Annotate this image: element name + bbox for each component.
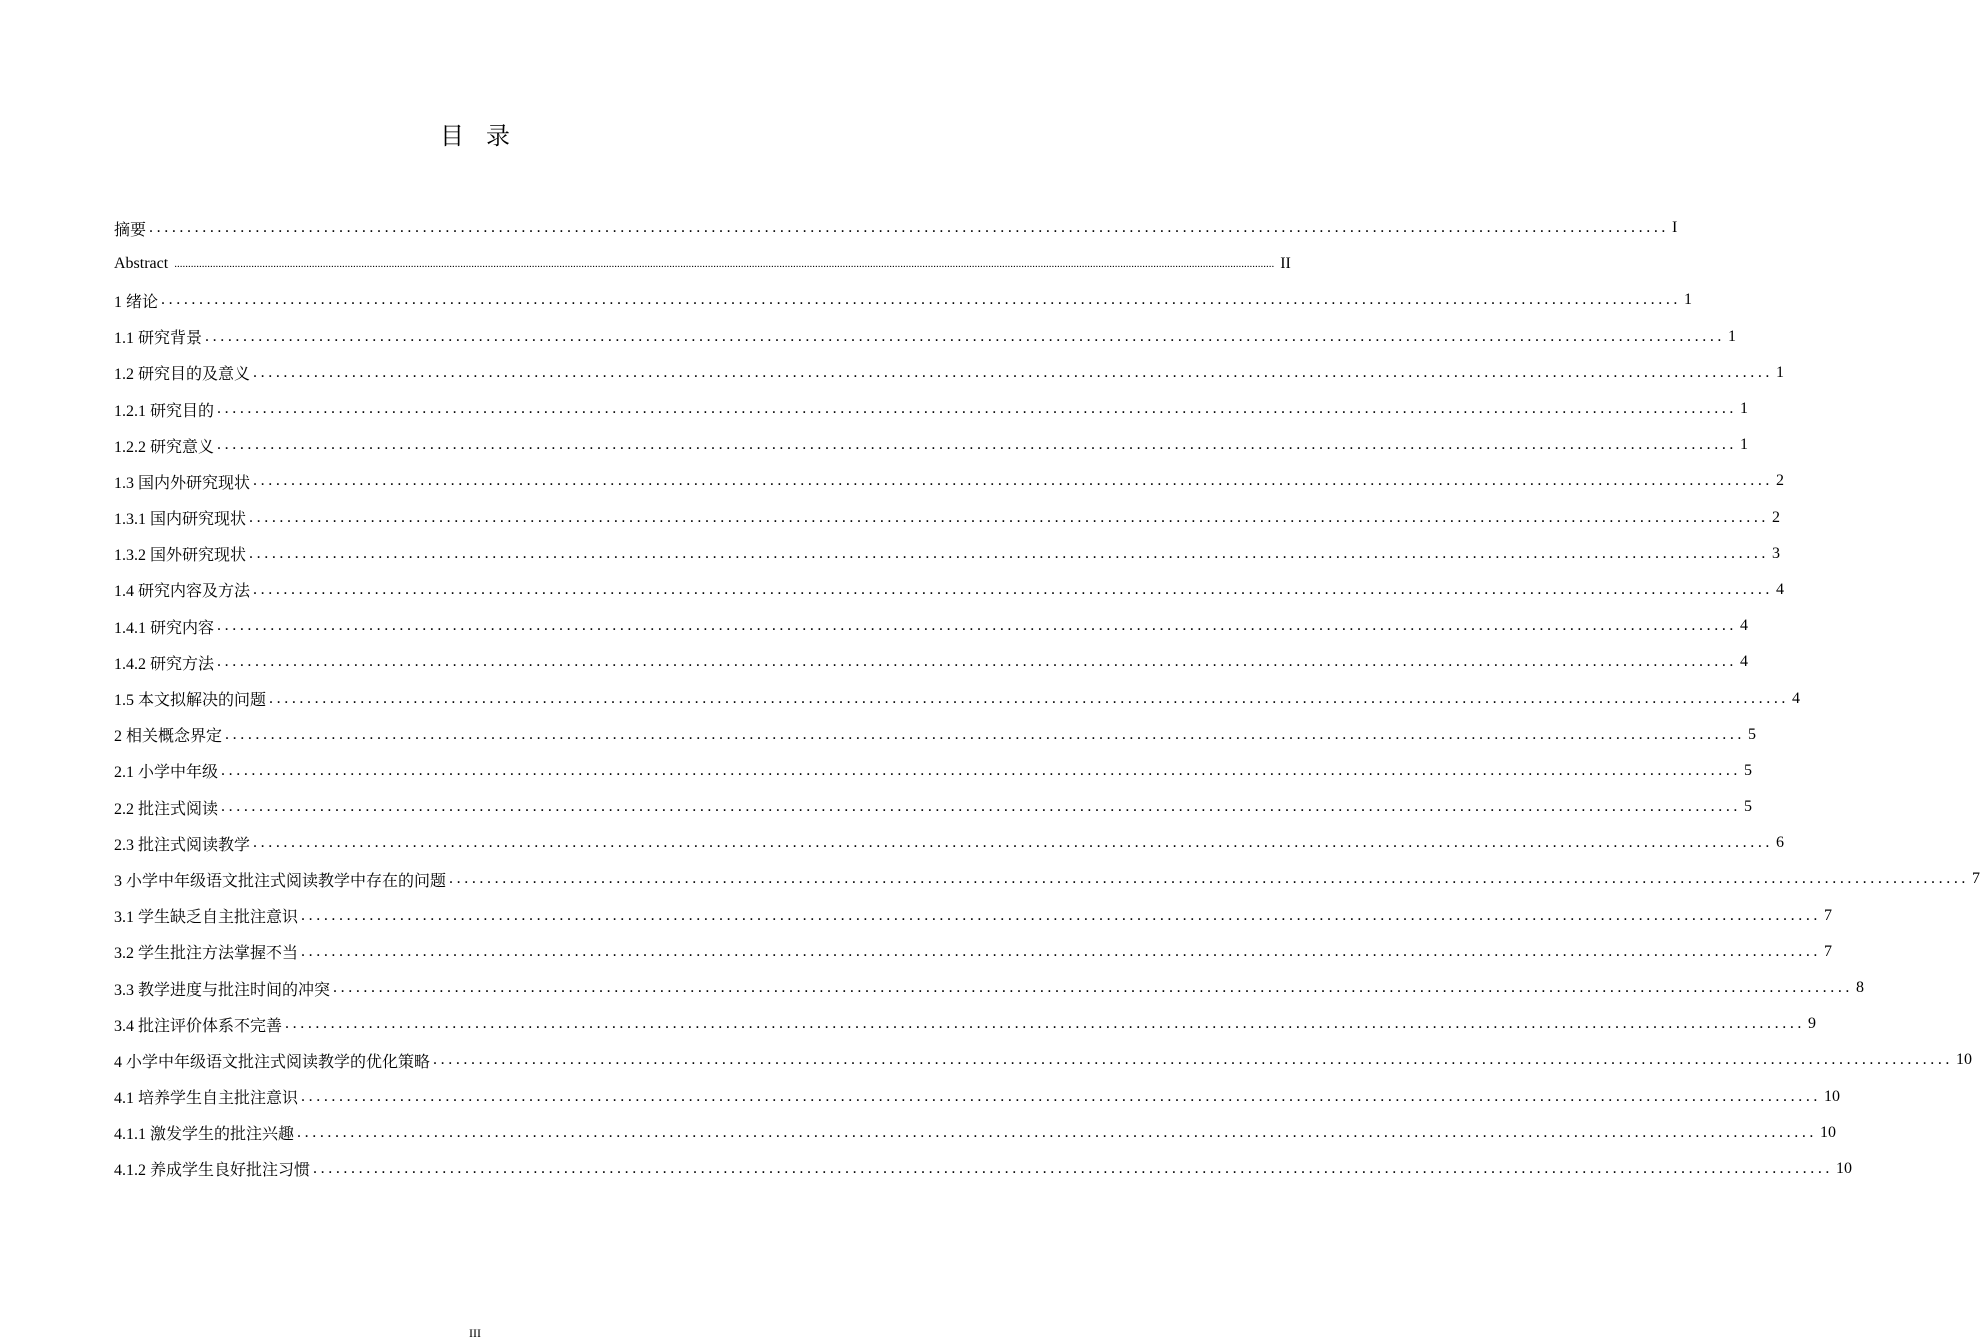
toc-entry[interactable]: [114, 500, 1781, 536]
toc-entry-page: 5: [1744, 798, 1753, 816]
toc-entry[interactable]: [114, 934, 1833, 970]
toc-dot-leader: ........................................................................................................................................................................................................: [301, 906, 1822, 924]
toc-entry-page: 6: [1776, 834, 1785, 852]
toc-dot-leader: ................................................................................................................................................................................................................................................................................................................................................................................................................: [174, 258, 1275, 271]
toc-entry-label: 1.4 研究内容及方法: [114, 583, 251, 601]
table-of-contents: [114, 210, 1980, 1187]
toc-entry[interactable]: [114, 1079, 1841, 1115]
toc-entry[interactable]: [114, 572, 1785, 608]
toc-dot-leader: ........................................................................................................................................................................................................: [217, 436, 1738, 454]
toc-dot-leader: ........................................................................................................................................................................................................: [249, 544, 1770, 562]
toc-entry-label: 4.1 培养学生自主批注意识: [114, 1090, 299, 1108]
toc-dot-leader: ........................................................................................................................................................................................................: [205, 327, 1726, 345]
toc-entry-label: 2.2 批注式阅读: [114, 800, 219, 818]
toc-dot-leader: ........................................................................................................................................................................................................: [333, 979, 1854, 997]
toc-entry-label: 2 相关概念界定: [114, 728, 223, 746]
toc-entry[interactable]: [114, 789, 1753, 825]
toc-entry[interactable]: [114, 644, 1749, 680]
toc-entry[interactable]: [114, 427, 1749, 463]
toc-entry[interactable]: [114, 463, 1785, 499]
toc-entry-label: 3.4 批注评价体系不完善: [114, 1017, 283, 1035]
toc-entry[interactable]: [114, 1042, 1973, 1078]
toc-entry-label: 1.4.1 研究内容: [114, 619, 215, 637]
toc-entry-page: 1: [1684, 291, 1693, 309]
toc-entry[interactable]: [114, 825, 1785, 861]
toc-entry[interactable]: [114, 355, 1785, 391]
toc-entry-page: I: [1672, 219, 1678, 237]
toc-entry-label: 1.3 国内外研究现状: [114, 474, 251, 492]
toc-entry[interactable]: [114, 536, 1781, 572]
toc-entry[interactable]: [114, 1006, 1817, 1042]
toc-entry-page: 8: [1856, 979, 1865, 997]
toc-entry-page: 4: [1776, 580, 1785, 598]
toc-entry[interactable]: [114, 970, 1865, 1006]
toc-entry-label: 3.2 学生批注方法掌握不当: [114, 945, 299, 963]
toc-entry-label: 1 绪论: [114, 293, 159, 311]
toc-entry-page: 4: [1740, 653, 1749, 671]
toc-entry-page: 1: [1740, 436, 1749, 454]
toc-entry-page: 4: [1740, 617, 1749, 635]
toc-entry[interactable]: [114, 861, 1980, 897]
toc-entry-page: 9: [1808, 1015, 1817, 1033]
page-number: III: [469, 1326, 481, 1340]
toc-entry-page: 10: [1836, 1159, 1853, 1177]
toc-entry-label: 1.2.2 研究意义: [114, 438, 215, 456]
toc-entry-label: 3 小学中年级语文批注式阅读教学中存在的问题: [114, 872, 447, 890]
toc-dot-leader: ........................................................................................................................................................................................................: [149, 219, 1670, 237]
toc-dot-leader: ........................................................................................................................................................................................................: [313, 1159, 1834, 1177]
toc-entry-label: 4.1.1 激发学生的批注兴趣: [114, 1126, 295, 1144]
toc-entry-page: 4: [1792, 689, 1801, 707]
toc-dot-leader: ........................................................................................................................................................................................................: [253, 580, 1774, 598]
toc-entry-page: 7: [1972, 870, 1980, 888]
toc-entry-page: 10: [1824, 1087, 1841, 1105]
toc-dot-leader: ........................................................................................................................................................................................................: [253, 834, 1774, 852]
toc-dot-leader: ........................................................................................................................................................................................................: [217, 400, 1738, 418]
toc-dot-leader: ........................................................................................................................................................................................................: [249, 508, 1770, 526]
toc-entry-label: 1.1 研究背景: [114, 330, 203, 348]
toc-entry-label: 1.5 本文拟解决的问题: [114, 692, 267, 710]
toc-entry[interactable]: [114, 1151, 1853, 1187]
toc-entry-page: 7: [1824, 906, 1833, 924]
toc-dot-leader: ........................................................................................................................................................................................................: [301, 1087, 1822, 1105]
toc-entry-label: 4 小学中年级语文批注式阅读教学的优化策略: [114, 1053, 431, 1071]
toc-entry-page: 1: [1728, 327, 1737, 345]
toc-dot-leader: ........................................................................................................................................................................................................: [253, 363, 1774, 381]
toc-entry-page: 1: [1740, 400, 1749, 418]
toc-entry-label: 3.3 教学进度与批注时间的冲突: [114, 981, 331, 999]
toc-entry-page: 5: [1744, 761, 1753, 779]
toc-entry-label: 摘要: [114, 221, 147, 239]
toc-dot-leader: ........................................................................................................................................................................................................: [301, 942, 1822, 960]
toc-entry-page: 5: [1748, 725, 1757, 743]
toc-entry[interactable]: [114, 246, 1291, 282]
toc-entry-label: 1.2 研究目的及意义: [114, 366, 251, 384]
toc-entry[interactable]: [114, 753, 1753, 789]
toc-dot-leader: ........................................................................................................................................................................................................: [269, 689, 1790, 707]
toc-entry-label: Abstract: [114, 255, 169, 273]
toc-entry[interactable]: [114, 680, 1801, 716]
toc-entry-page: 7: [1824, 942, 1833, 960]
toc-entry[interactable]: [114, 1115, 1837, 1151]
toc-entry-label: 3.1 学生缺乏自主批注意识: [114, 909, 299, 927]
toc-entry[interactable]: [114, 717, 1757, 753]
toc-entry-label: 2.1 小学中年级: [114, 764, 219, 782]
toc-entry[interactable]: [114, 210, 1678, 246]
toc-entry[interactable]: [114, 898, 1833, 934]
toc-entry-label: 4.1.2 养成学生良好批注习惯: [114, 1162, 311, 1180]
toc-dot-leader: ........................................................................................................................................................................................................: [449, 870, 1970, 888]
toc-entry-page: 1: [1776, 363, 1785, 381]
toc-entry-label: 2.3 批注式阅读教学: [114, 836, 251, 854]
toc-dot-leader: ........................................................................................................................................................................................................: [217, 653, 1738, 671]
toc-dot-leader: ........................................................................................................................................................................................................: [433, 1051, 1954, 1069]
toc-dot-leader: ........................................................................................................................................................................................................: [285, 1015, 1806, 1033]
toc-dot-leader: ........................................................................................................................................................................................................: [221, 798, 1742, 816]
toc-dot-leader: ........................................................................................................................................................................................................: [217, 617, 1738, 635]
toc-dot-leader: ........................................................................................................................................................................................................: [221, 761, 1742, 779]
toc-entry-label: 1.4.2 研究方法: [114, 655, 215, 673]
toc-entry[interactable]: [114, 282, 1693, 318]
toc-entry-page: II: [1280, 255, 1291, 273]
toc-entry[interactable]: [114, 608, 1749, 644]
toc-entry-page: 3: [1772, 544, 1781, 562]
toc-entry[interactable]: [114, 319, 1737, 355]
toc-entry-page: 10: [1956, 1051, 1973, 1069]
toc-dot-leader: ........................................................................................................................................................................................................: [253, 472, 1774, 490]
toc-entry-page: 2: [1776, 472, 1785, 490]
page-title: 目录: [440, 124, 532, 150]
toc-entry-label: 1.3.2 国外研究现状: [114, 547, 247, 565]
toc-dot-leader: ........................................................................................................................................................................................................: [161, 291, 1682, 309]
toc-dot-leader: ........................................................................................................................................................................................................: [297, 1123, 1818, 1141]
toc-entry[interactable]: [114, 391, 1749, 427]
toc-entry-label: 1.3.1 国内研究现状: [114, 511, 247, 529]
toc-entry-page: 2: [1772, 508, 1781, 526]
toc-entry-page: 10: [1820, 1123, 1837, 1141]
toc-dot-leader: ........................................................................................................................................................................................................: [225, 725, 1746, 743]
toc-entry-label: 1.2.1 研究目的: [114, 402, 215, 420]
